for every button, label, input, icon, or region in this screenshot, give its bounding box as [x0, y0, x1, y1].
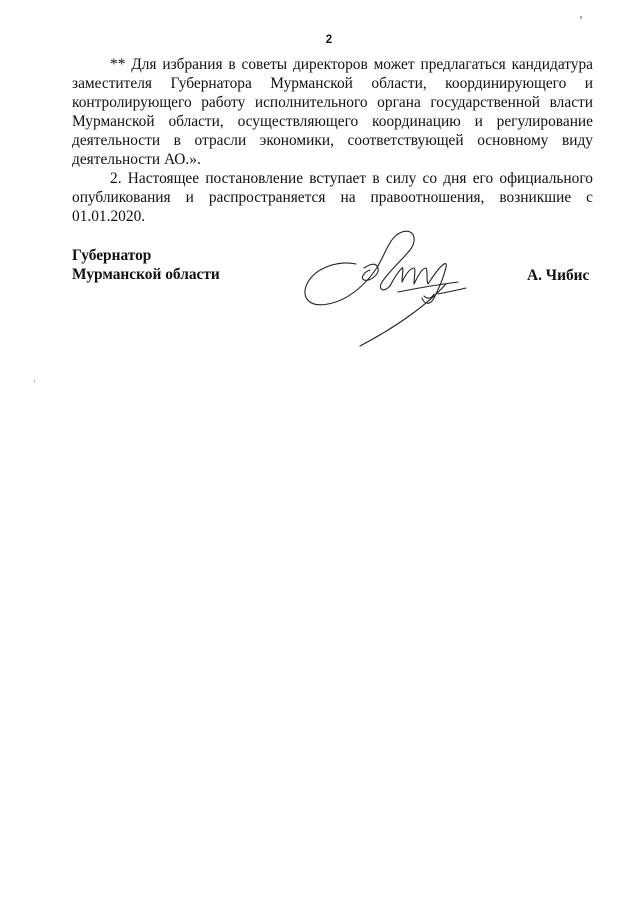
signatory-title-line-1: Губернатор — [72, 247, 152, 264]
signatory-name: А. Чибис — [527, 267, 590, 284]
document-body — [72, 55, 593, 226]
scan-speck — [34, 380, 35, 382]
paragraph-footnote: ** Для избрания в советы директоров может предлагаться кандидатура заместителя Губернатора Мурманской области, координирующего и контролирующего работу исполнительного органа государственной власти Мурманской области, осуществляющего координацию и регулирование деятельности в отрасли экономики, соответствующей основному виду деятельности АО.». — [72, 56, 593, 168]
signatory-title — [72, 246, 220, 284]
page-number: 2 — [325, 34, 333, 46]
paragraph-effective-date: 2. Настоящее постановление вступает в силу со дня его официального опубликования и распространяется на правоотношения, возникшие с 01.01.2020. — [72, 170, 593, 225]
signatory-title-line-2: Мурманской области — [72, 266, 220, 283]
scan-speck — [580, 16, 582, 19]
handwritten-signature — [298, 222, 478, 352]
